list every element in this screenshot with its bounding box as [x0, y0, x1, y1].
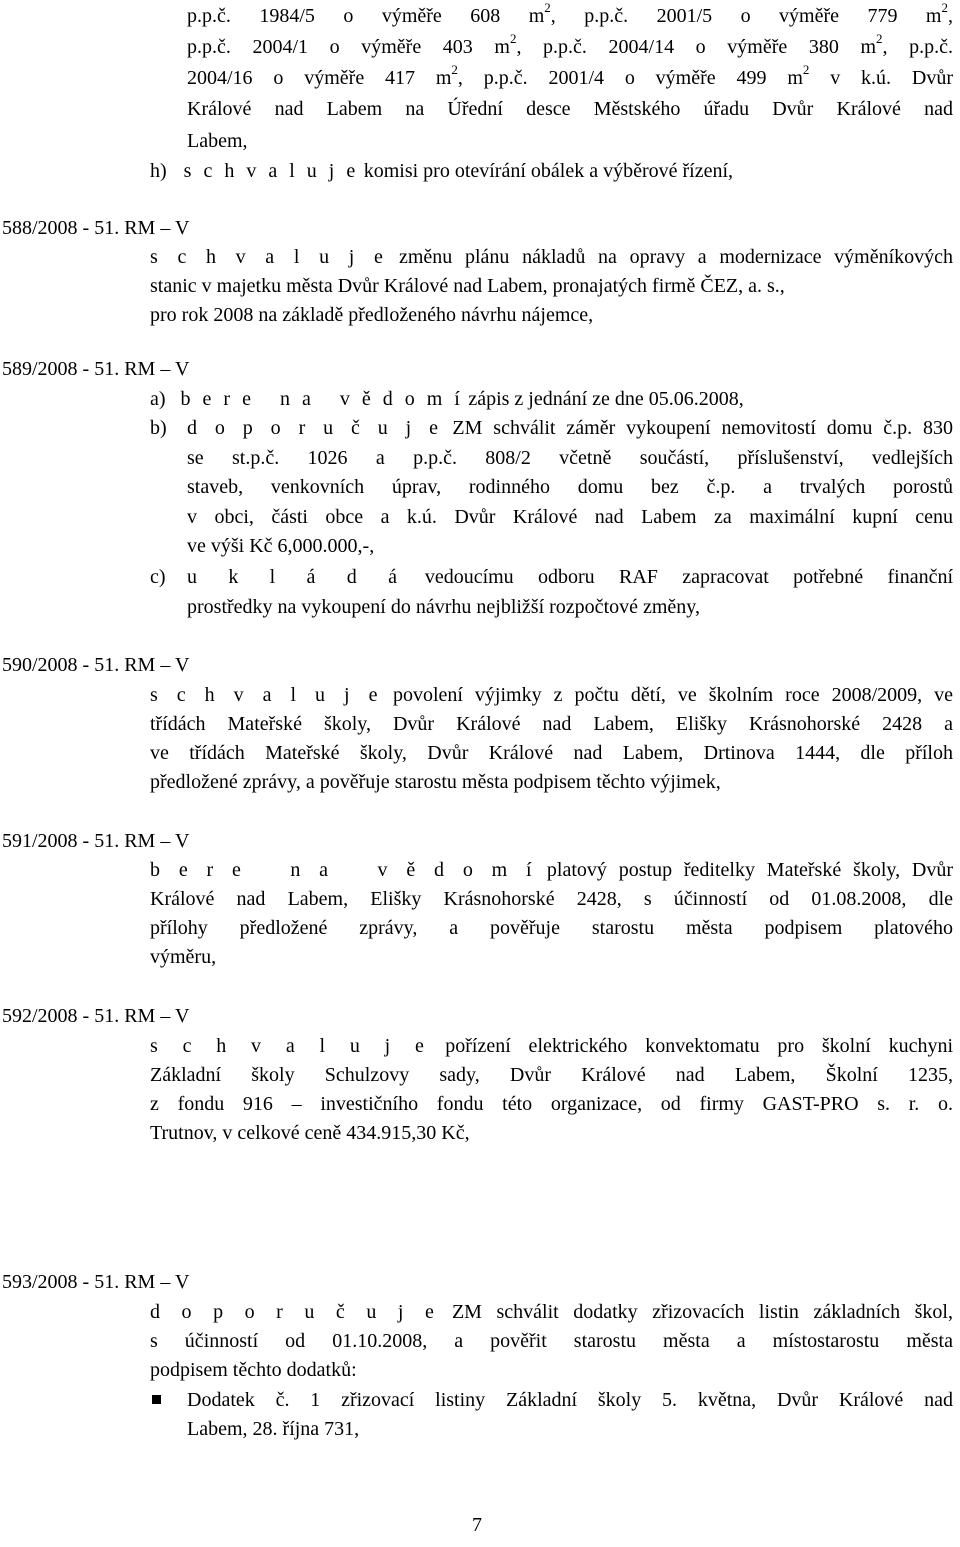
text-line: přílohy předložené zprávy, a pověřuje starostu města podpisem platového: [150, 917, 953, 939]
text-line: Králové nad Labem, Elišky Krásnohorské 2428, s účinností od 01.08.2008, dle: [150, 888, 953, 910]
list-item: Dodatek č. 1 zřizovací listiny Základní školy 5. května, Dvůr Králové nad: [187, 1389, 953, 1411]
text-line: s účinností od 01.10.2008, a pověřit starostu města a místostarostu města: [150, 1330, 953, 1352]
page-number: 7: [472, 1514, 482, 1536]
text-line: Základní školy Schulzovy sady, Dvůr Králové nad Labem, Školní 1235,: [150, 1064, 953, 1086]
resolution-header: 588/2008 - 51. RM – V: [2, 217, 190, 239]
bullet-icon: [152, 1395, 161, 1404]
text-line: s c h v a l u j e povolení výjimky z počtu dětí, ve školním roce 2008/2009, ve: [150, 684, 954, 706]
item-text: komisi pro otevírání obálek a výběrové řízení,: [363, 160, 734, 182]
text-line: se st.p.č. 1026 a p.p.č. 808/2 včetně součástí, příslušenství, vedlejších: [187, 447, 953, 469]
resolution-header: 593/2008 - 51. RM – V: [2, 1271, 190, 1293]
text-line: d o p o r u č u j e ZM schválit dodatky zřizovacích listin základních škol,: [150, 1301, 953, 1323]
text-line: Králové nad Labem na Úřední desce Městského úřadu Dvůr Králové nad: [187, 98, 953, 120]
resolution-header: 590/2008 - 51. RM – V: [2, 654, 190, 676]
text-line: ve třídách Mateřské školy, Dvůr Králové nad Labem, Drtinova 1444, dle příloh: [150, 742, 953, 764]
text-line: předložené zprávy, a pověřuje starostu města podpisem těchto výjimek,: [150, 771, 721, 793]
verb: s c h v a l u j e: [183, 160, 359, 182]
text-line: 2004/16 o výměře 417 $m^2$, p.p.č. 2001/4 o výměře 499 $m^2$ v k.ú. Dvůr: [187, 62, 953, 89]
text-line: prostředky na vykoupení do návrhu nejbližší rozpočtové změny,: [187, 596, 701, 618]
text-line: d o p o r u č u j e ZM schválit záměr vykoupení nemovitostí domu č.p. 830: [187, 417, 953, 439]
text-line: s c h v a l u j e změnu plánu nákladů na opravy a modernizace výměníkových: [150, 246, 954, 268]
text-line: z fondu 916 – investičního fondu této organizace, od firmy GAST-PRO s. r. o.: [150, 1093, 953, 1115]
text-line: b e r e n a v ě d o m í platový postup ředitelky Mateřské školy, Dvůr: [150, 859, 953, 881]
text-line: Labem, 28. října 731,: [187, 1418, 360, 1440]
text-line: ve výši Kč 6,000.000,-,: [187, 535, 375, 557]
list-item-b-label: b): [150, 417, 167, 439]
text-line: p.p.č. 2004/1 o výměře 403 $m^2$, p.p.č. 2004/14 o výměře 380 $m^2$, p.p.č.: [187, 31, 953, 58]
text-line: pro rok 2008 na základě předloženého návrhu nájemce,: [150, 304, 594, 326]
list-item-h: [150, 159, 733, 183]
text-line: Trutnov, v celkové ceně 434.915,30 Kč,: [150, 1122, 470, 1144]
resolution-header: 591/2008 - 51. RM – V: [2, 830, 190, 852]
text-line: staveb, venkovních úprav, rodinného domu bez č.p. a trvalých porostů: [187, 476, 953, 498]
text-line: Labem,: [187, 130, 248, 152]
text-line: v obci, části obce a k.ú. Dvůr Králové nad Labem za maximální kupní cenu: [187, 506, 953, 528]
text-line: u k l á d á vedoucímu odboru RAF zapracovat potřebné finanční: [187, 566, 954, 588]
text-line: podpisem těchto dodatků:: [150, 1359, 357, 1381]
resolution-header: 589/2008 - 51. RM – V: [2, 358, 190, 380]
text-line: třídách Mateřské školy, Dvůr Králové nad Labem, Elišky Krásnohorské 2428 a: [150, 713, 953, 735]
text-line: výměru,: [150, 946, 217, 968]
text-line: stanic v majetku města Dvůr Králové nad Labem, pronajatých firmě ČEZ, a. s.,: [150, 275, 785, 297]
list-item-a: a) b e r e n a v ě d o m í zápis z jednání ze dne 05.06.2008,: [150, 388, 744, 410]
item-label: h): [150, 160, 167, 182]
list-item-c-label: c): [150, 566, 166, 588]
resolution-header: 592/2008 - 51. RM – V: [2, 1005, 190, 1027]
text-line: s c h v a l u j e pořízení elektrického konvektomatu pro školní kuchyni: [150, 1035, 954, 1057]
text-line: p.p.č. 1984/5 o výměře 608 $m^2$, p.p.č. 2001/5 o výměře 779 $m^2$,: [187, 0, 953, 27]
